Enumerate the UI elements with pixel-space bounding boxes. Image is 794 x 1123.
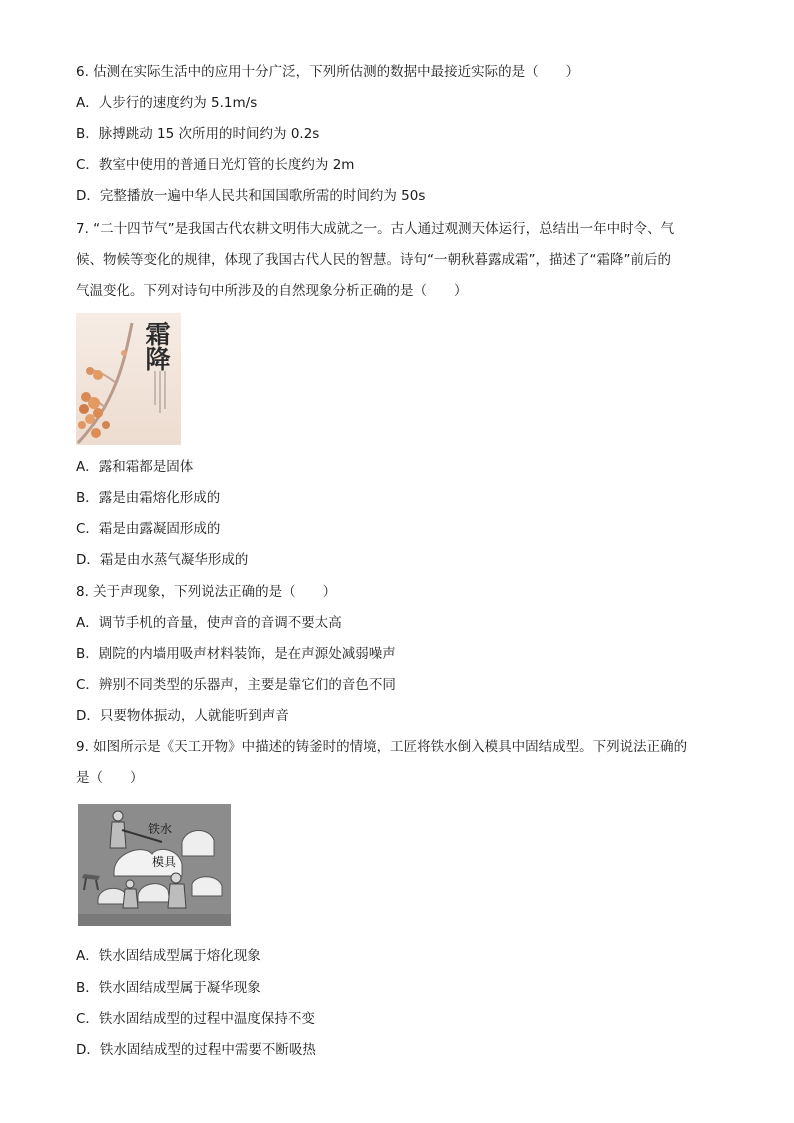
q9-option-c: C．铁水固结成型的过程中温度保持不变 xyxy=(76,1011,315,1027)
q9-stem-line-1: 9. 如图所示是《天工开物》中描述的铸釜时的情境，工匠将铁水倒入模具中固结成型。下列说法正确的 xyxy=(76,739,688,755)
q7-option-d: D．霜是由水蒸气凝华形成的 xyxy=(76,552,249,568)
q6-option-a: A．人步行的速度约为 5.1m/s xyxy=(76,95,258,111)
frost-descent-image xyxy=(76,313,181,445)
q9-option-d: D．铁水固结成型的过程中需要不断吸热 xyxy=(76,1042,316,1058)
q9-option-b: B．铁水固结成型属于凝华现象 xyxy=(76,980,261,996)
mold-label: 模具 xyxy=(152,855,177,869)
q8-stem: 8. 关于声现象，下列说法正确的是（ ） xyxy=(76,584,337,600)
q7-option-b: B．露是由霜熔化形成的 xyxy=(76,490,221,506)
q8-option-c: C．辨别不同类型的乐器声，主要是靠它们的音色不同 xyxy=(76,677,396,693)
q6-option-d: D．完整播放一遍中华人民共和国国歌所需的时间约为 50s xyxy=(76,188,426,204)
q6-stem: 6. 估测在实际生活中的应用十分广泛，下列所估测的数据中最接近实际的是（ ） xyxy=(76,64,580,80)
q7-option-c: C．霜是由露凝固形成的 xyxy=(76,521,221,537)
casting-illustration xyxy=(78,804,231,926)
q7-stem-line-3: 气温变化。下列对诗句中所涉及的自然现象分析正确的是（ ） xyxy=(76,283,468,299)
q7-stem-line-2: 候、物候等变化的规律，体现了我国古代人民的智慧。诗句“一朝秋暮露成霜”，描述了“霜降”前后的 xyxy=(76,252,671,268)
q6-option-b: B．脉搏跳动 15 次所用的时间约为 0.2s xyxy=(76,126,320,142)
q7-stem-line-1: 7. “二十四节气”是我国古代农耕文明伟大成就之一。古人通过观测天体运行，总结出一年中时令、气 xyxy=(76,221,675,237)
q9-option-a: A．铁水固结成型属于熔化现象 xyxy=(76,948,261,964)
q7-option-a: A．露和霜都是固体 xyxy=(76,459,194,475)
q8-option-b: B．剧院的内墙用吸声材料装饰，是在声源处减弱噪声 xyxy=(76,646,396,662)
q8-option-a: A．调节手机的音量，使声音的音调不要太高 xyxy=(76,615,342,631)
molten-iron-label: 铁水 xyxy=(148,822,173,836)
q6-option-c: C．教室中使用的普通日光灯管的长度约为 2m xyxy=(76,157,355,173)
q9-stem-line-2: 是（ ） xyxy=(76,770,144,786)
q8-option-d: D．只要物体振动，人就能听到声音 xyxy=(76,708,289,724)
frost-descent-calligraphy: 霜降 xyxy=(142,321,171,371)
